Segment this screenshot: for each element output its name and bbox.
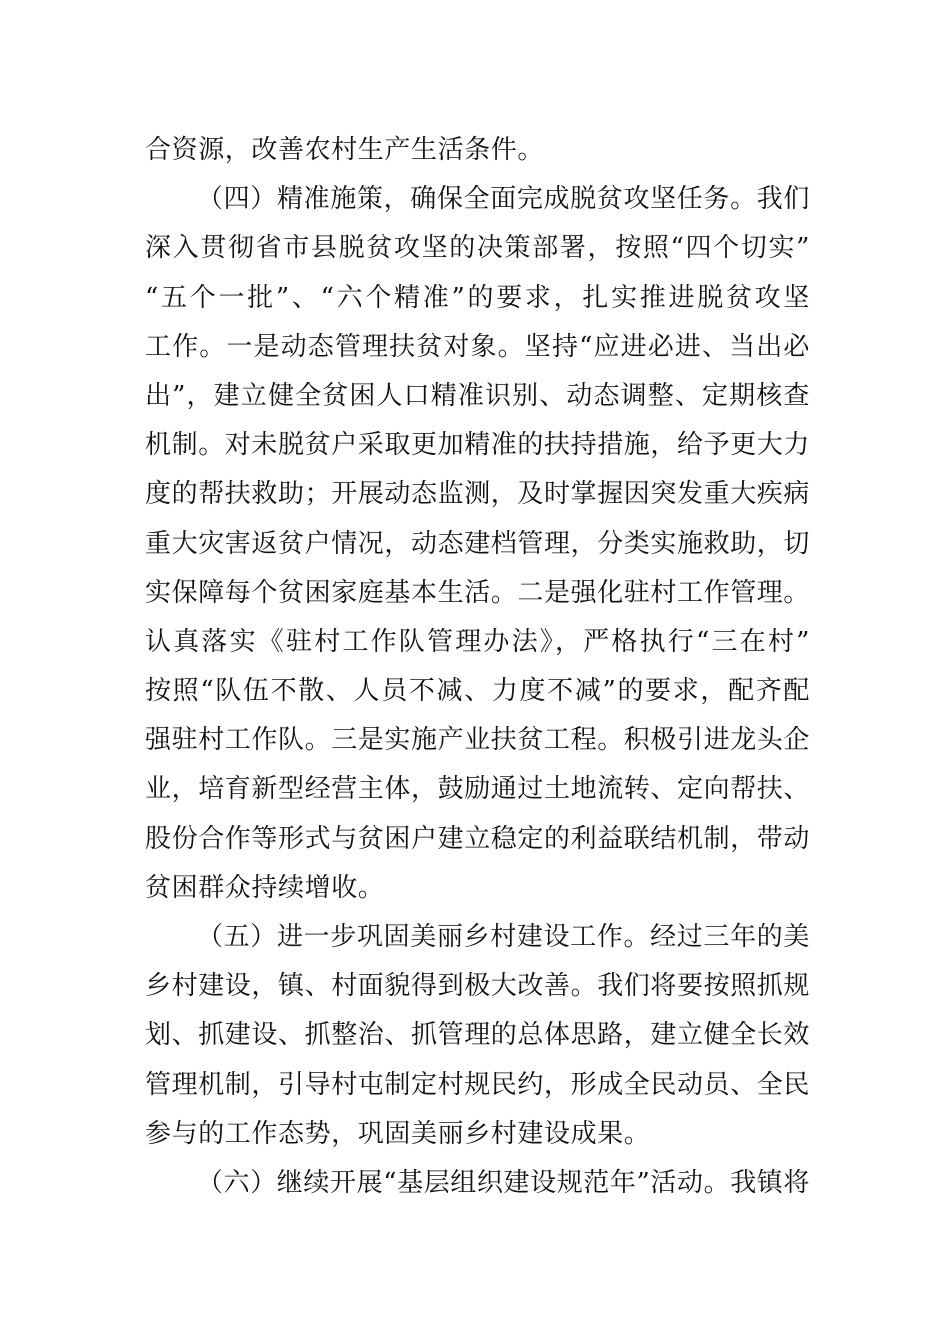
text-line: 出”，建立健全贫困人口精准识别、动态调整、定期核查	[145, 380, 810, 411]
text-line: 业，培育新型经营主体，鼓励通过土地流转、定向帮扶、	[145, 774, 810, 805]
text-line: 深入贯彻省市县脱贫攻坚的决策部署，按照“四个切实”	[145, 233, 810, 264]
text-line: 度的帮扶救助；开展动态监测，及时掌握因突发重大疾病	[145, 479, 810, 510]
text-line: 实保障每个贫困家庭基本生活。二是强化驻村工作管理。	[145, 577, 810, 608]
text-line: 机制。对未脱贫户采取更加精准的扶持措施，给予更大力	[145, 430, 810, 461]
text-line: 乡村建设，镇、村面貌得到极大改善。我们将要按照抓规	[145, 971, 810, 1002]
text-line: 重大灾害返贫户情况，动态建档管理，分类实施救助，切	[145, 528, 810, 559]
text-line: “五个一批”、“六个精准”的要求，扎实推进脱贫攻坚	[145, 282, 810, 313]
paragraph-first-line: （六）继续开展“基层组织建设规范年”活动。我镇将	[197, 1167, 810, 1198]
text-line: 工作。一是动态管理扶贫对象。坚持“应进必进、当出必	[145, 331, 810, 362]
text-line: 认真落实《驻村工作队管理办法》，严格执行“三在村”	[145, 626, 810, 657]
text-line: 股份合作等形式与贫困户建立稳定的利益联结机制，带动	[145, 823, 810, 854]
text-line: 参与的工作态势，巩固美丽乡村建设成果。	[145, 1118, 651, 1149]
paragraph-first-line: （四）精准施策，确保全面完成脱贫攻坚任务。我们	[197, 184, 810, 215]
text-line: 划、抓建设、抓整治、抓管理的总体思路，建立健全长效	[145, 1020, 810, 1051]
text-line: 合资源，改善农村生产生活条件。	[145, 135, 545, 165]
text-line: 强驻村工作队。三是实施产业扶贫工程。积极引进龙头企	[145, 725, 810, 756]
text-line: 按照“队伍不散、人员不减、力度不减”的要求，配齐配	[145, 676, 810, 707]
text-line: 贫困群众持续增收。	[145, 872, 385, 903]
text-line: 管理机制，引导村屯制定村规民约，形成全民动员、全民	[145, 1069, 810, 1100]
body-text	[145, 126, 810, 1208]
paragraph-first-line: （五）进一步巩固美丽乡村建设工作。经过三年的美	[197, 922, 810, 952]
